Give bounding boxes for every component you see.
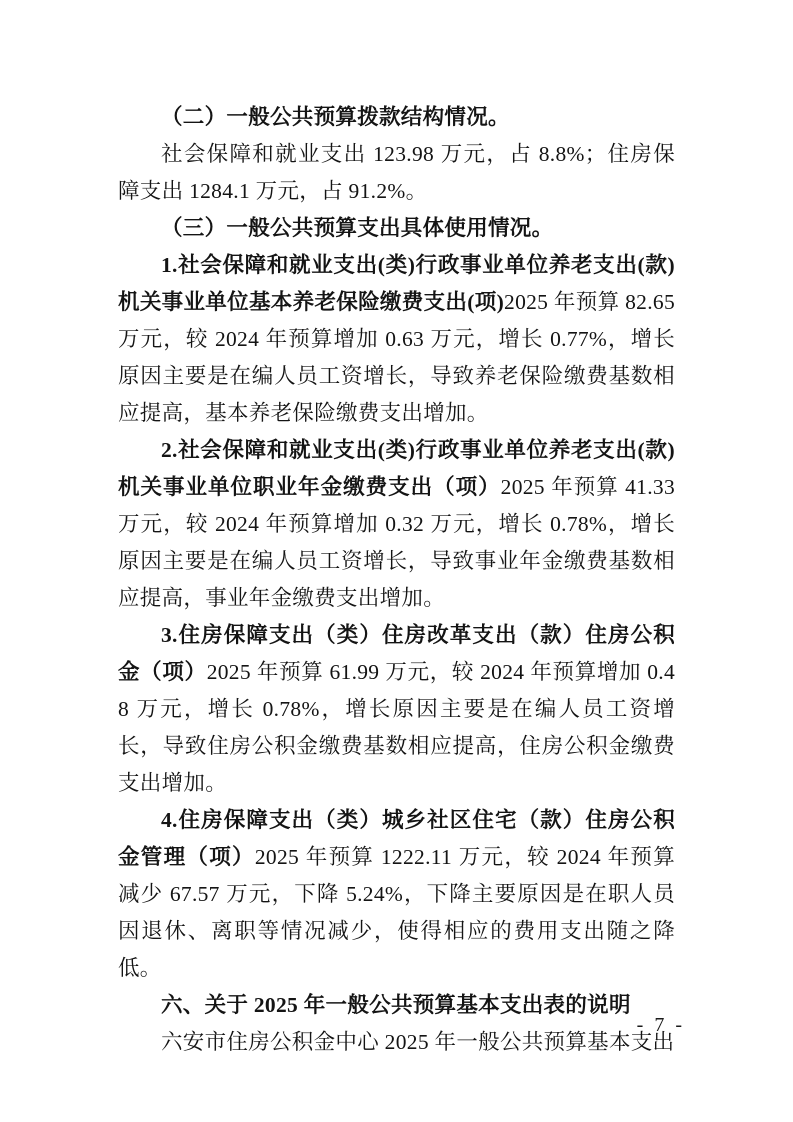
para-item-4-housing-fund-management [118, 802, 675, 987]
para-item-1-lead: 1.社会保障和就业支出(类)行政事业单位养老支出(款)机关事业单位基本养老保险缴费支出(项) [118, 253, 675, 314]
section-heading-2-allocation-structure: （二）一般公共预算拨款结构情况。 [161, 105, 510, 129]
para-basic-expenditure-intro: 六安市住房公积金中心 2025 年一般公共预算基本支出 [161, 1030, 675, 1054]
document-body [118, 99, 675, 1061]
para-item-1-text: 2025 年预算 82.65 万元，较 2024 年预算增加 0.63 万元，增长 0.77%，增长原因主要是在编人员工资增长，导致养老保险缴费基数相应提高，基本养老保险缴费支出增加。 [118, 290, 675, 425]
para-item-1-pension-basic [118, 247, 675, 432]
para-item-4-text: 2025 年预算 1222.11 万元，较 2024 年预算减少 67.57 万元，下降 5.24%，下降主要原因是在职人员因退休、离职等情况减少，使得相应的费用支出随之降低。 [118, 845, 675, 980]
page-number: - 7 - [636, 1014, 685, 1036]
para-item-2-occupational-annuity [118, 432, 675, 617]
section-heading-3-specific-usage: （三）一般公共预算支出具体使用情况。 [161, 216, 554, 240]
para-item-3-text: 2025 年预算 61.99 万元，较 2024 年预算增加 0.48 万元，增长 0.78%，增长原因主要是在编人员工资增长，导致住房公积金缴费基数相应提高，住房公积金缴费支出增加。 [118, 660, 676, 795]
para-item-2-lead: 2.社会保障和就业支出(类)行政事业单位养老支出(款)机关事业单位职业年金缴费支出（项） [118, 438, 675, 499]
para-item-2-text: 2025 年预算 41.33 万元，较 2024 年预算增加 0.32 万元，增长 0.78%，增长原因主要是在编人员工资增长，导致事业年金缴费基数相应提高，事业年金缴费支出增加。 [118, 475, 676, 610]
para-item-3-lead: 3.住房保障支出（类）住房改革支出（款）住房公积金（项） [118, 623, 675, 684]
para-item-3-housing-fund [118, 617, 675, 802]
para-item-4-lead: 4.住房保障支出（类）城乡社区住宅（款）住房公积金管理（项） [118, 808, 675, 869]
para-allocation-structure: 社会保障和就业支出 123.98 万元，占 8.8%；住房保障支出 1284.1 万元，占 91.2%。 [118, 142, 675, 203]
section-heading-6-basic-expenditure-table: 六、关于 2025 年一般公共预算基本支出表的说明 [161, 993, 631, 1017]
